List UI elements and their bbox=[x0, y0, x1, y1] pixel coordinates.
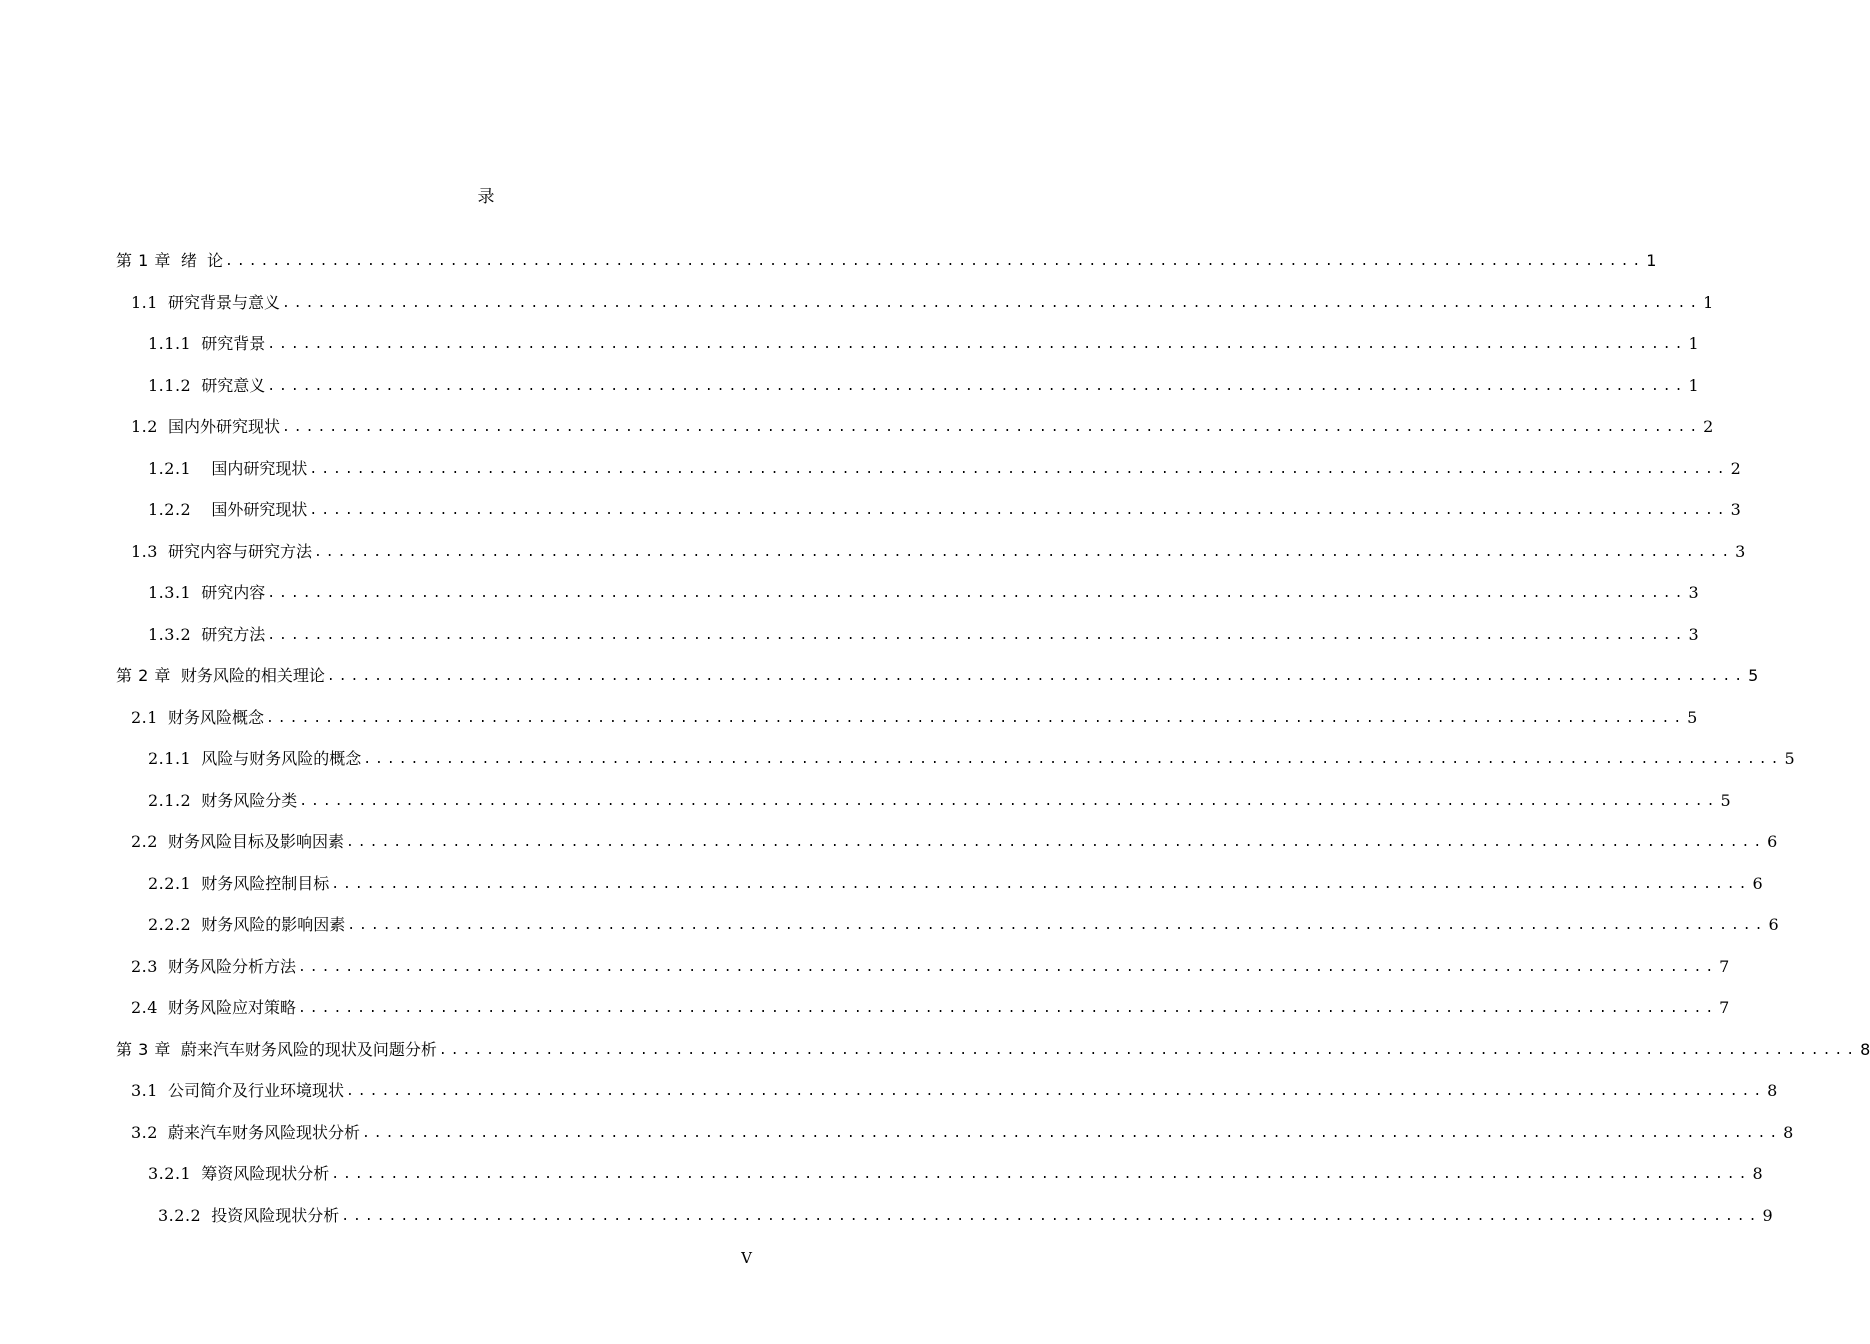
toc-entry-page: 3 bbox=[1688, 625, 1699, 644]
toc-entry-number: 3.2 bbox=[131, 1123, 158, 1142]
toc-entry[interactable] bbox=[148, 456, 1741, 480]
toc-entry[interactable] bbox=[148, 497, 1741, 521]
toc-entry-page: 8 bbox=[1752, 1164, 1763, 1183]
toc-dot-leader: ........................................................................................................................ bbox=[347, 918, 1767, 933]
toc-entry-number: 1.3 bbox=[131, 542, 158, 561]
toc-entry-label: 研究背景与意义 bbox=[167, 293, 280, 312]
toc-entry-number: 2.1.2 bbox=[148, 791, 192, 810]
toc-entry-page: 2 bbox=[1703, 417, 1714, 436]
toc-dot-leader: ........................................................................................................................ bbox=[267, 379, 1687, 394]
toc-entry[interactable] bbox=[148, 1161, 1763, 1185]
toc-entry-number: 2.3 bbox=[131, 957, 158, 976]
toc-entry[interactable] bbox=[131, 1078, 1778, 1102]
toc-entry-number: 3.2.2 bbox=[158, 1206, 202, 1225]
toc-entry-label: 财务风险分析方法 bbox=[167, 957, 296, 976]
toc-entry[interactable] bbox=[148, 912, 1779, 936]
toc-entry-label: 财务风险的影响因素 bbox=[201, 915, 346, 934]
toc-entry[interactable] bbox=[131, 705, 1698, 729]
toc-entry-page: 6 bbox=[1768, 915, 1779, 934]
toc-dot-leader: ........................................................................................................................ bbox=[326, 669, 1747, 684]
toc-dot-leader: ........................................................................................................................ bbox=[225, 254, 1645, 269]
toc-dot-leader: ........................................................................................................................ bbox=[267, 586, 1687, 601]
toc-entry-page: 1 bbox=[1703, 293, 1714, 312]
toc-entry-number: 3.1 bbox=[131, 1081, 158, 1100]
toc-entry-page: 1 bbox=[1646, 251, 1657, 270]
toc-dot-leader: ........................................................................................................................ bbox=[267, 337, 1687, 352]
toc-entry[interactable] bbox=[148, 746, 1795, 770]
toc-entry-number: 2.2.1 bbox=[148, 874, 192, 893]
toc-entry-number: 1.1.2 bbox=[148, 376, 192, 395]
toc-entry-number: 1.2.2 bbox=[148, 500, 192, 519]
toc-entry-number: 2.4 bbox=[131, 998, 158, 1017]
toc-entry[interactable] bbox=[148, 331, 1699, 355]
toc-entry-label: 国内外研究现状 bbox=[167, 417, 280, 436]
toc-dot-leader: ........................................................................................................................ bbox=[345, 1084, 1766, 1099]
toc-entry-label: 财务风险应对策略 bbox=[167, 998, 296, 1017]
toc-dot-leader: ........................................................................................................................ bbox=[309, 503, 1729, 518]
toc-entry-number: 1.3.1 bbox=[148, 583, 192, 602]
toc-entry-number: 第 1 章 bbox=[116, 251, 171, 270]
toc-entry-label: 蔚来汽车财务风险的现状及问题分析 bbox=[180, 1040, 437, 1059]
toc-entry[interactable] bbox=[131, 290, 1714, 314]
page-title: 录 bbox=[477, 187, 495, 207]
toc-dot-leader: ........................................................................................................................ bbox=[345, 835, 1766, 850]
toc-entry-label: 财务风险目标及影响因素 bbox=[167, 832, 344, 851]
toc-entry[interactable] bbox=[131, 995, 1730, 1019]
toc-entry[interactable] bbox=[131, 414, 1714, 438]
toc-entry-page: 9 bbox=[1762, 1206, 1773, 1225]
toc-entry-label: 蔚来汽车财务风险现状分析 bbox=[167, 1123, 360, 1142]
toc-entry-page: 6 bbox=[1767, 832, 1778, 851]
toc-entry-number: 1.3.2 bbox=[148, 625, 192, 644]
toc-dot-leader: ........................................................................................................................ bbox=[309, 462, 1729, 477]
toc-entry-label: 财务风险控制目标 bbox=[201, 874, 330, 893]
toc-entry-number: 2.1.1 bbox=[148, 749, 192, 768]
toc-entry-page: 5 bbox=[1720, 791, 1731, 810]
toc-dot-leader: ........................................................................................................................ bbox=[331, 877, 1751, 892]
toc-entry-page: 8 bbox=[1783, 1123, 1794, 1142]
toc-dot-leader: ........................................................................................................................ bbox=[361, 1126, 1782, 1141]
toc-entry-page: 8 bbox=[1767, 1081, 1778, 1100]
toc-entry[interactable] bbox=[148, 788, 1731, 812]
toc-entry-number: 1.1 bbox=[131, 293, 158, 312]
toc-dot-leader: ........................................................................................................................ bbox=[313, 545, 1734, 560]
toc-dot-leader: ........................................................................................................................ bbox=[281, 420, 1702, 435]
toc-entry-page: 7 bbox=[1719, 998, 1730, 1017]
toc-dot-leader: ........................................................................................................................ bbox=[331, 1167, 1751, 1182]
toc-entry[interactable] bbox=[148, 622, 1699, 646]
footer-page-number: V bbox=[741, 1249, 752, 1267]
toc-entry-page: 3 bbox=[1688, 583, 1699, 602]
toc-entry-number: 2.2 bbox=[131, 832, 158, 851]
toc-entry[interactable] bbox=[158, 1203, 1773, 1227]
toc-dot-leader: ........................................................................................................................ bbox=[281, 296, 1702, 311]
toc-entry-page: 8 bbox=[1860, 1040, 1870, 1059]
toc-entry-page: 5 bbox=[1748, 666, 1759, 685]
toc-entry-label: 研究方法 bbox=[201, 625, 266, 644]
toc-entry-label: 国外研究现状 bbox=[201, 500, 308, 519]
toc-entry[interactable] bbox=[148, 580, 1699, 604]
toc-entry-number: 1.2.1 bbox=[148, 459, 192, 478]
toc-entry-label: 公司简介及行业环境现状 bbox=[167, 1081, 344, 1100]
toc-dot-leader: ........................................................................................................................ bbox=[363, 752, 1783, 767]
toc-entry[interactable] bbox=[131, 1120, 1794, 1144]
toc-entry-page: 3 bbox=[1735, 542, 1746, 561]
toc-entry-label: 研究意义 bbox=[201, 376, 266, 395]
toc-entry-label: 研究背景 bbox=[201, 334, 266, 353]
toc-entry[interactable] bbox=[131, 954, 1730, 978]
toc-entry[interactable] bbox=[148, 871, 1763, 895]
toc-chapter-entry[interactable] bbox=[116, 1037, 1870, 1061]
toc-chapter-entry[interactable] bbox=[116, 663, 1759, 687]
toc-dot-leader: ........................................................................................................................ bbox=[299, 794, 1719, 809]
toc-dot-leader: ........................................................................................................................ bbox=[267, 628, 1687, 643]
toc-entry[interactable] bbox=[131, 829, 1778, 853]
toc-entry-number: 第 2 章 bbox=[116, 666, 171, 685]
toc-entry-page: 1 bbox=[1688, 376, 1699, 395]
toc-entry-number: 2.2.2 bbox=[148, 915, 192, 934]
toc-entry[interactable] bbox=[148, 373, 1699, 397]
toc-entry-page: 6 bbox=[1752, 874, 1763, 893]
toc-entry-label: 财务风险分类 bbox=[201, 791, 298, 810]
toc-entry-page: 3 bbox=[1730, 500, 1741, 519]
toc-entry-label: 研究内容与研究方法 bbox=[167, 542, 312, 561]
toc-dot-leader: ........................................................................................................................ bbox=[297, 1001, 1718, 1016]
toc-dot-leader: ........................................................................................................................ bbox=[438, 1043, 1859, 1058]
toc-entry-label: 筹资风险现状分析 bbox=[201, 1164, 330, 1183]
toc-entry-page: 5 bbox=[1784, 749, 1795, 768]
toc-entry-label: 研究内容 bbox=[201, 583, 266, 602]
toc-entry-number: 第 3 章 bbox=[116, 1040, 171, 1059]
toc-entry-page: 2 bbox=[1730, 459, 1741, 478]
toc-entry-page: 5 bbox=[1687, 708, 1698, 727]
toc-entry-label: 财务风险概念 bbox=[167, 708, 264, 727]
toc-entry-number: 3.2.1 bbox=[148, 1164, 192, 1183]
toc-entry-number: 2.1 bbox=[131, 708, 158, 727]
toc-entry[interactable] bbox=[131, 539, 1746, 563]
toc-entry-number: 1.2 bbox=[131, 417, 158, 436]
toc-entry-label: 投资风险现状分析 bbox=[211, 1206, 340, 1225]
toc-chapter-entry[interactable] bbox=[116, 248, 1657, 272]
toc-entry-label: 风险与财务风险的概念 bbox=[201, 749, 362, 768]
toc-dot-leader: ........................................................................................................................ bbox=[265, 711, 1686, 726]
toc-entry-page: 1 bbox=[1688, 334, 1699, 353]
toc-entry-label: 绪 论 bbox=[180, 251, 224, 270]
toc-dot-leader: ........................................................................................................................ bbox=[297, 960, 1718, 975]
toc-entry-number: 1.1.1 bbox=[148, 334, 192, 353]
toc-entry-label: 财务风险的相关理论 bbox=[180, 666, 325, 685]
toc-entry-label: 国内研究现状 bbox=[201, 459, 308, 478]
toc-dot-leader: ........................................................................................................................ bbox=[341, 1209, 1761, 1224]
toc-entry-page: 7 bbox=[1719, 957, 1730, 976]
